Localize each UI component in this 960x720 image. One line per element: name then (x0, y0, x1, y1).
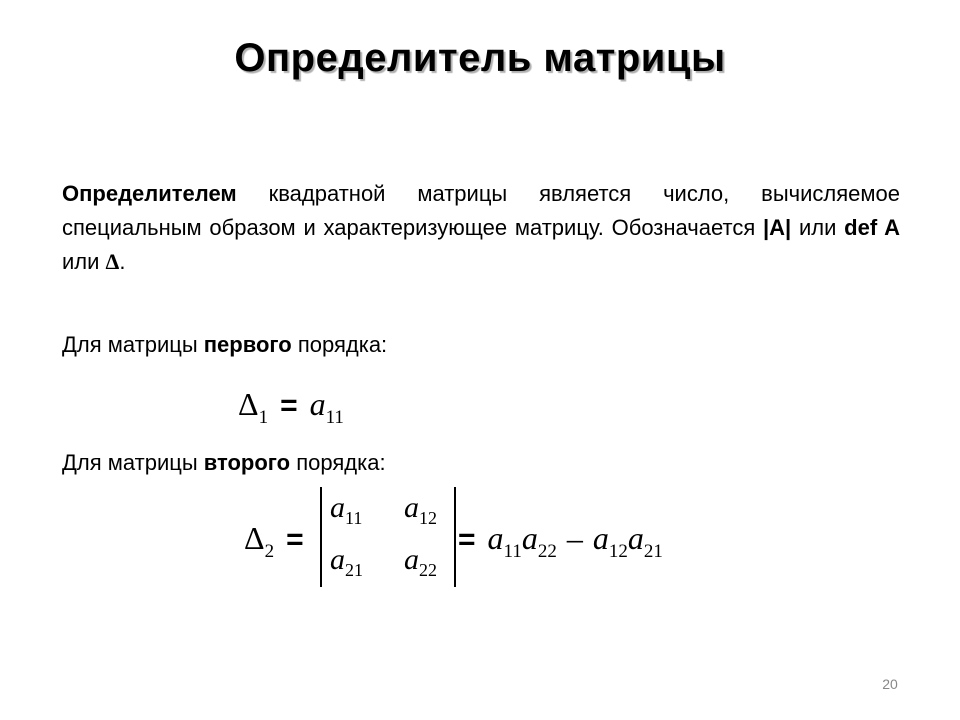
rhs-term: a (592, 520, 609, 556)
definition-text-3: или (62, 249, 106, 274)
first-order-prefix: Для матрицы (62, 332, 204, 357)
matrix-cell-a11: $a_{11}$ (330, 491, 363, 528)
first-order-emphasis: первого (203, 332, 292, 357)
first-order-heading (62, 328, 900, 362)
second-order-heading (62, 446, 900, 480)
notation-def: def A (844, 215, 901, 240)
second-order-suffix: порядка: (290, 450, 386, 475)
matrix-cell-a22: $a_{22}$ (404, 543, 437, 580)
definition-text-4: . (119, 249, 126, 274)
page-number: 20 (882, 676, 898, 692)
slide-title: Определитель матрицы (234, 36, 726, 80)
first-order-suffix: порядка: (291, 332, 388, 357)
equals-sign: = (280, 389, 298, 422)
notation-delta: Δ (105, 249, 120, 274)
second-order-formula-right: = $a_{11}a_{22} - a_{12}a_{21}$ (458, 520, 663, 562)
rhs-term: a (487, 520, 504, 556)
second-order-prefix: Для матрицы (62, 450, 204, 475)
matrix-cell-a12: $a_{12}$ (404, 491, 437, 528)
definition-text-1: квадратной матрицы является число, вычисляемое специальным образом и характеризующее матрицу. Обозначается (62, 181, 900, 240)
definition-paragraph (62, 177, 900, 279)
second-order-formula-left (244, 520, 316, 563)
rhs-term: a (627, 520, 644, 556)
determinant-matrix (320, 487, 456, 587)
equals-sign: = (286, 523, 304, 556)
equals-sign-2: = (458, 523, 476, 556)
matrix-cell-a21: $a_{21}$ (330, 543, 363, 580)
delta-subscript: 1 (258, 407, 269, 428)
delta-symbol: Δ (238, 386, 259, 422)
delta-subscript: 2 (264, 541, 275, 562)
element-subscript: 11 (325, 407, 344, 428)
definition-text-2: или (791, 215, 845, 240)
element-a: a (309, 386, 326, 422)
rhs-term: a (521, 520, 538, 556)
minus-sign: – (566, 520, 583, 556)
notation-abs: |A| (763, 215, 792, 240)
definition-term: Определителем (62, 181, 237, 206)
second-order-emphasis: второго (203, 450, 291, 475)
first-order-formula (238, 386, 344, 429)
delta-symbol: Δ (244, 520, 265, 556)
